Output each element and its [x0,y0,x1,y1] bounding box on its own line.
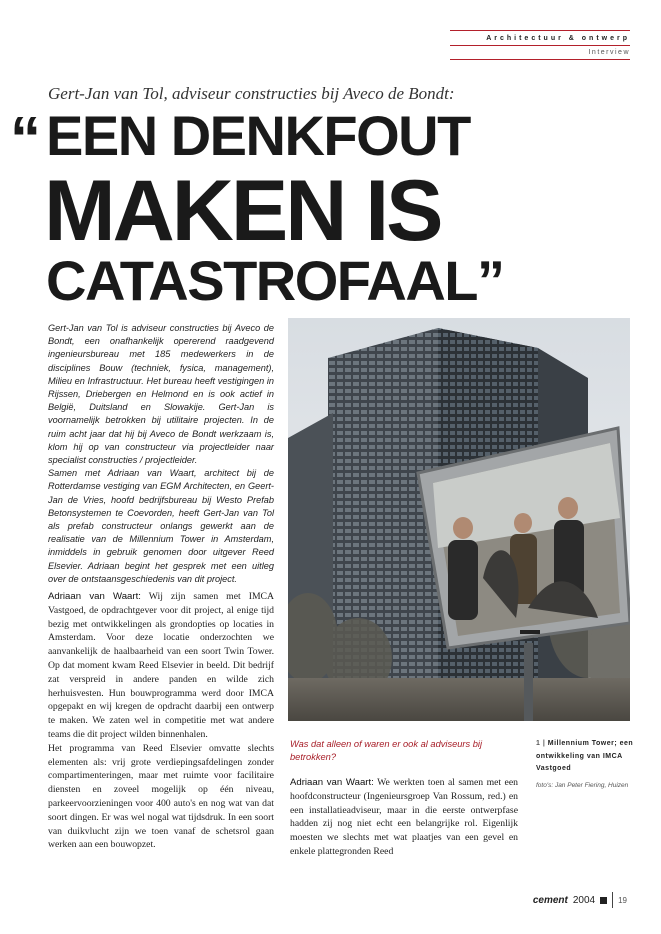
header-rule-top [450,30,630,31]
headline-quote-open: “ [10,105,41,174]
magazine-year: 2004 [572,894,596,906]
photo-illustration [288,318,630,721]
body-column-2 [290,738,518,859]
caption-number: 1 | [536,740,546,747]
photo-caption [536,738,636,792]
speaker-name: Adriaan van Waart: [48,591,141,602]
interview-question: Was dat alleen of waren er ook al adviseurs bij betrokken? [290,739,483,762]
headline-line-3 [46,249,504,312]
page-footer [533,892,627,908]
subsection-label: Interview [588,49,630,56]
header-rule-bottom [450,59,630,60]
footer-divider [612,892,613,908]
headline-line-3-text: CATASTROFAAL [46,249,477,312]
body-paragraph [48,590,274,742]
intro-text [48,322,274,586]
header-rule-middle [450,45,630,46]
magazine-name: cement [532,894,568,906]
millennium-tower-photo [288,318,630,721]
body-text: Wij zijn samen met IMCA Vastgoed, de opdrachtgever voor dit project, al enige tijd bezig met ontwikkelingen als grondopties op locaties in Amsterdam. Voor deze locatie onderzochten we aanvankelijk de haalbaarheid van een soort Twin Tower. Op dat moment kwam Reed Elsevier in beeld. Dit bedrijf zat verspreid in andere panden en wilde zich herhuisvesten. Hun bouwprogramma werd door IMCA opgepakt en wij kregen de opdracht daarbij een ontwerp te maken. We zaten wel in competitie met wat andere teams die dit project wilden binnenhalen. [48,591,275,740]
headline-line-1: EEN DENKFOUT [46,104,470,167]
speaker-name: Adriaan van Waart: [290,777,374,788]
body-text: We werkten toen al samen met een hoofdconstructeur (Ingenieursgroep Van Rossum, red.) en een installatieadviseur, maar in die eerste ontwerpfase hadden zij nog niet echt een belangrijke rol. Eigenlijk moesten we slechts met wat plaatjes van een gevel en enkele plattegronden Reed [290,777,518,857]
body-paragraph [290,776,518,859]
photo-credit: foto's: Jan Peter Fiering, Huizen [536,781,629,789]
intro-paragraph: Samen met Adriaan van Waart, architect bij de Rotterdamse vestiging van EGM Architecten, en Geert-Jan de Vries, hoofd bedrijfsbureau bij Westo Prefab Betonsystemen te Coevorden, heeft Gert-Jan van Tol als prefab constructeur onlangs gewerkt aan de realisatie van de Millennium Tower in Amsterdam, inmiddels in gebruik genomen door uitgever Reed Elsevier. Adriaan begint het gesprek met een uitleg over de ontstaansgeschiedenis van dit project. [48,468,274,584]
article-kicker: Gert-Jan van Tol, adviseur constructies bij Aveco de Bondt: [48,84,455,103]
magazine-logo-icon [600,897,607,904]
section-label: Architectuur & ontwerp [486,35,630,42]
caption-title-text: Millennium Tower; een ontwikkeling van IMCA Vastgoed [536,740,634,772]
headline-line-2: MAKEN IS [44,163,441,259]
page-number: 19 [618,895,627,905]
body-paragraph: Het programma van Reed Elsevier omvatte slechts elementen als: vrij grote verdiepingsafdelingen zonder compartimenteringen, maar met ruimte voor facilitaire diensten en zoveel mogelijk op één niveau, parkeervoorzieningen voor 400 auto's en nog wat van dat soort dingen. Er was wel nogal wat tijdsdruk. In een soort van duikvlucht zijn we toen vanaf de schetsrol gaan werken aan een bouwopzet. [48,742,274,851]
caption-title [536,738,636,776]
body-column-1 [48,590,274,852]
intro-paragraph: Gert-Jan van Tol is adviseur constructies bij Aveco de Bondt, een onafhankelijk opererend raadgevend ingenieursbureau met 185 medewerkers in de disciplines Bouw (techniek, fysica, management), Milieu en Infrastructuur. Het bureau heeft vestigingen in Rijssen, Driebergen en Helmond en is ook actief in België, Duitsland en Slowakije. Gert-Jan is voornamelijk betrokken bij utilitaire projecten. In de ruim acht jaar dat hij bij Aveco de Bondt werkzaam is, klom hij op van constructeur via projectleider naar specialist constructies / projectleider. [48,323,274,466]
headline-quote-close: ” [476,249,504,312]
